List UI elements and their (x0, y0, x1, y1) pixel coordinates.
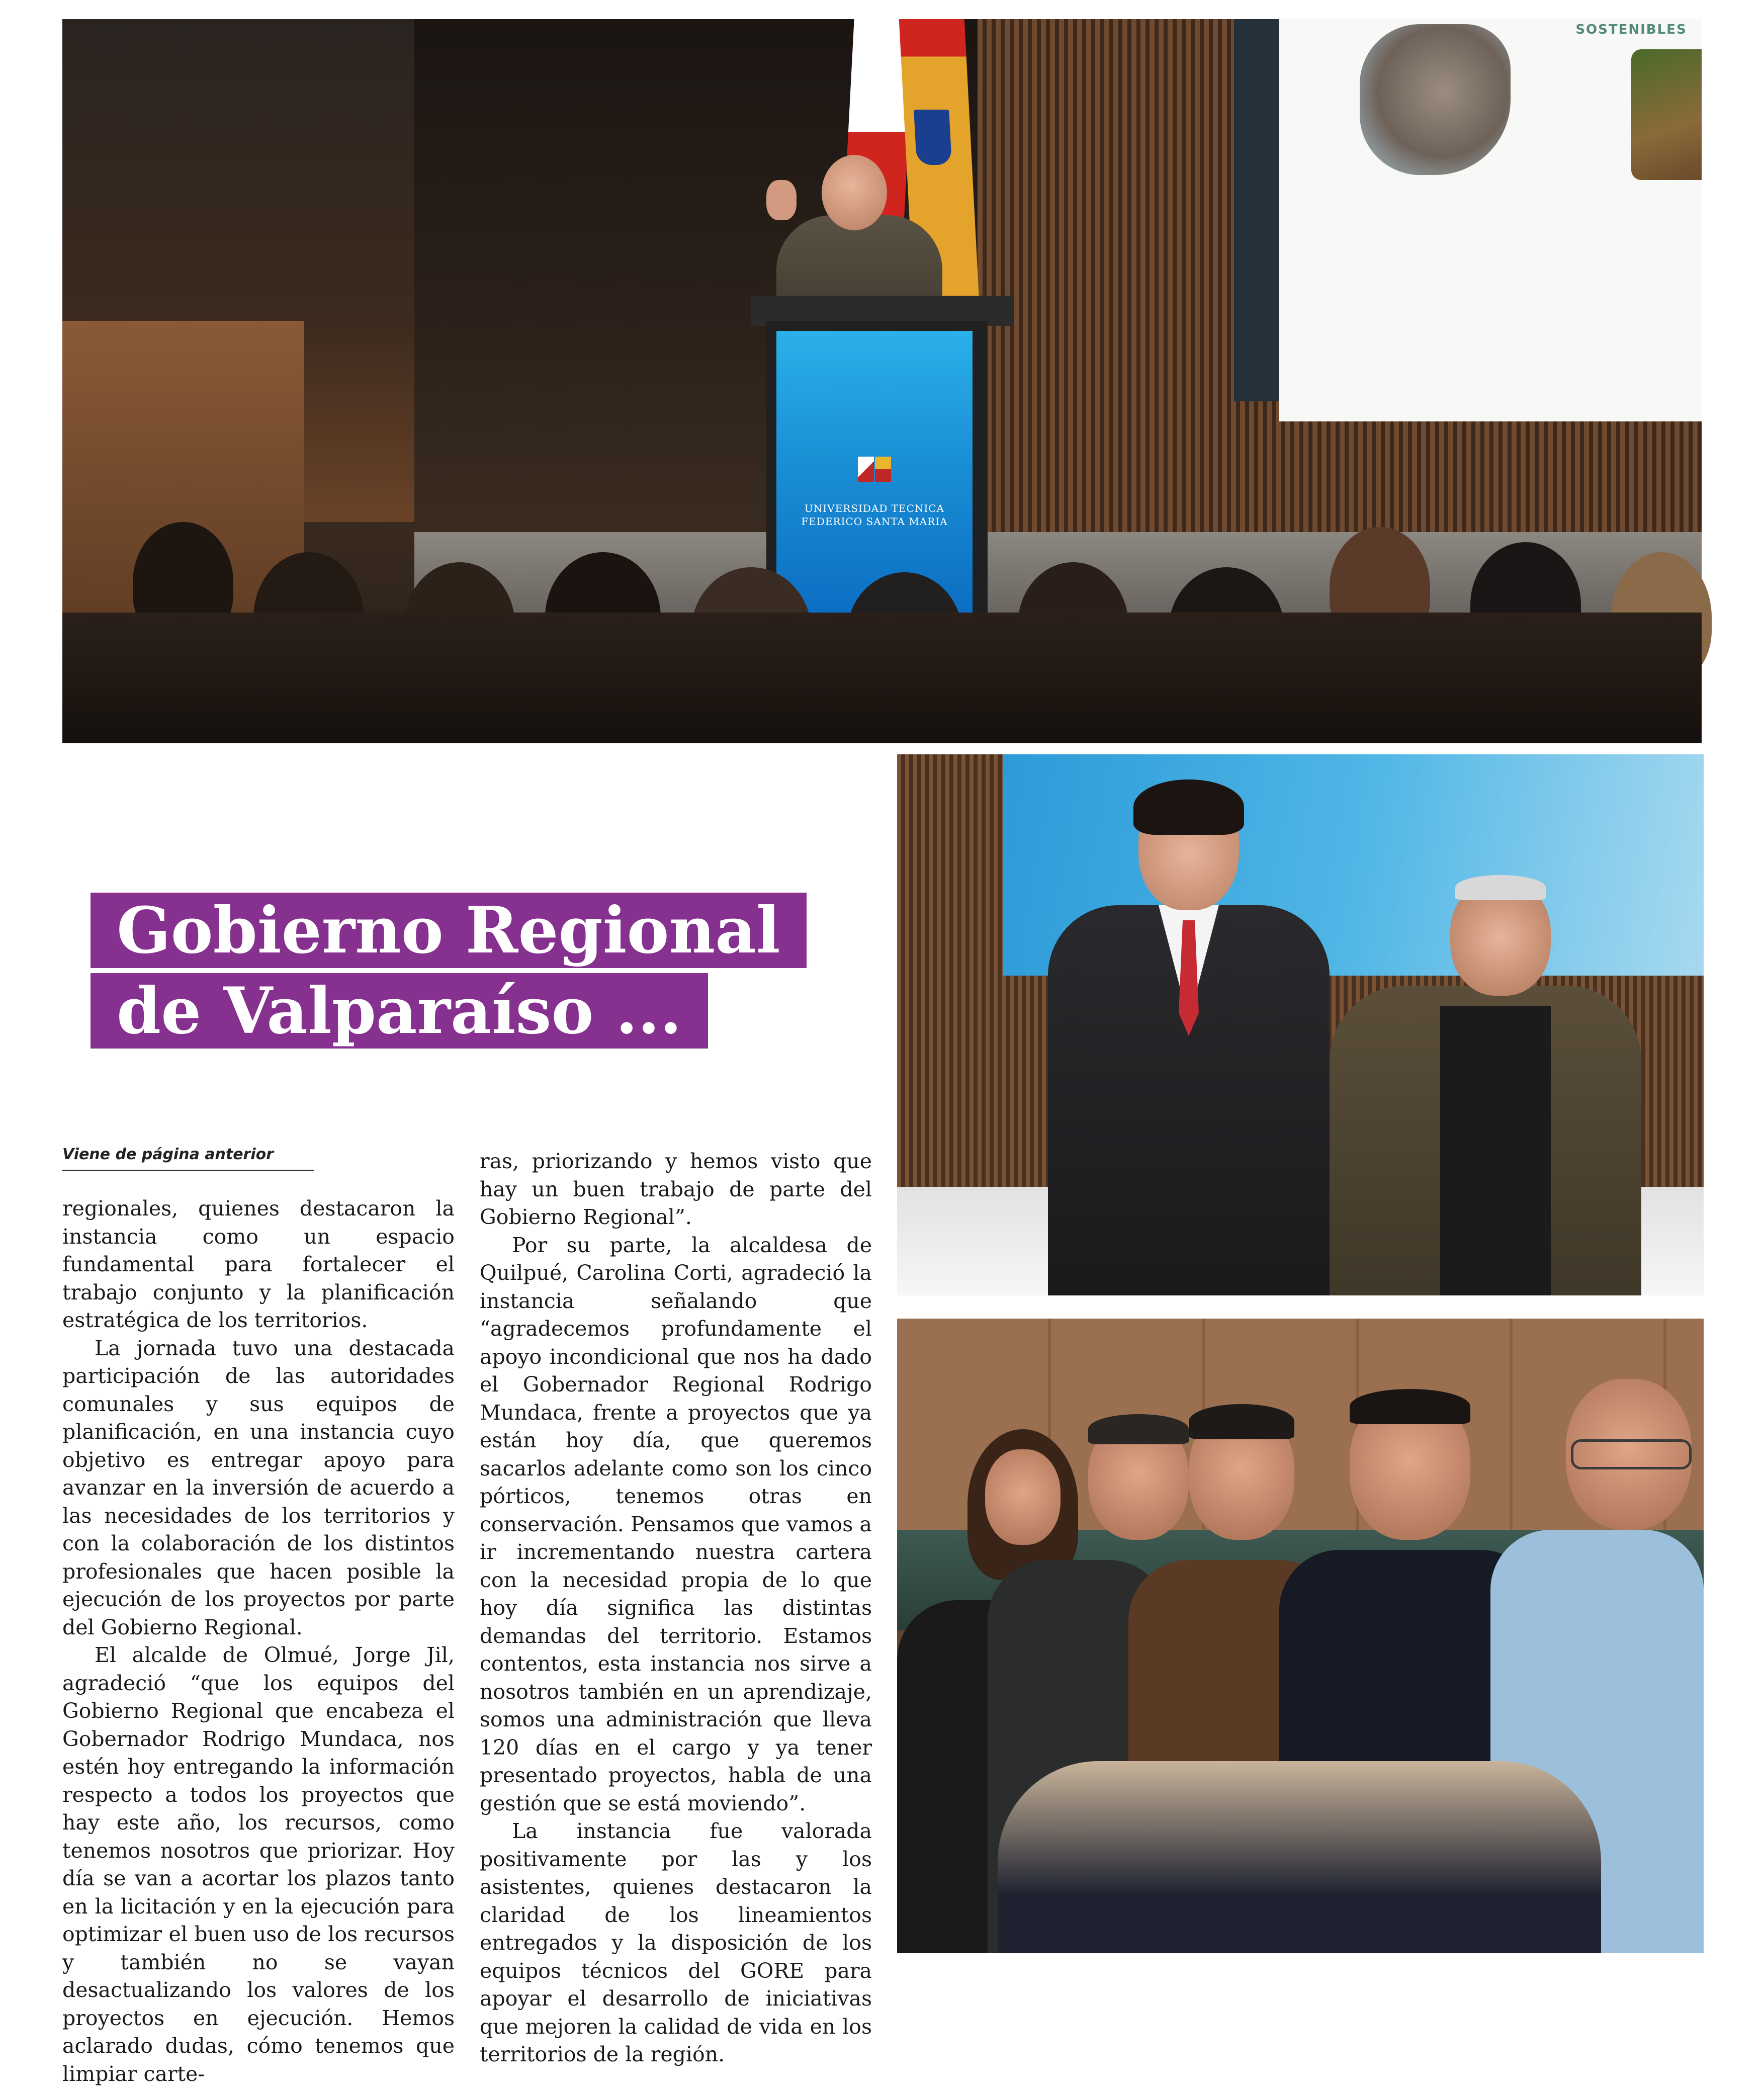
article-column-left (62, 1195, 455, 2086)
paragraph: ras, priorizando y hemos visto que hay un buen trabajo de parte del Gobierno Regional”. (480, 1149, 872, 1229)
photo-two-officials (897, 754, 1704, 1295)
legs-foreground (998, 1761, 1601, 1953)
lectern-screen (776, 331, 973, 623)
lectern-text-line-1: UNIVERSIDAD TECNICA (804, 502, 945, 514)
paragraph: La instancia fue valorada positivamente por las y los asistentes, quienes destacaron la claridad de los lineamientos entregados y la disposición de los equipos técnicos del GORE para apoyar el desarrollo de iniciativas que mejoren la calidad de vida en los territorios de la región. (480, 1819, 872, 2066)
grey-hair (1455, 875, 1546, 900)
article-column-right (480, 1148, 872, 2066)
attendee-4-hair (1350, 1389, 1470, 1424)
moai-image (1360, 24, 1511, 175)
continued-from-label: Viene de página anterior (62, 1146, 274, 1163)
university-crest-icon (857, 457, 892, 487)
basket-image (1631, 49, 1702, 180)
photo-seated-attendees (897, 1319, 1704, 1953)
black-sweater (1440, 1006, 1551, 1295)
dark-hair (1133, 779, 1244, 835)
attendee-3-hair (1189, 1404, 1294, 1439)
audience-crowd (62, 613, 1702, 743)
paragraph: La jornada tuvo una destacada participación de las autoridades comunales y sus equipos de planificación, en una instancia cuyo objetivo es entregar apoyo para avanzar en la inversión de acuerdo a las necesidades de los territorios y con la colaboración de los distintos profesionales que hacen posible la ejecución de los proyectos por parte del Gobierno Regional. (62, 1336, 455, 1639)
lectern-university-name (776, 502, 973, 528)
headline-line-1: Gobierno Regional (91, 893, 807, 968)
lectern-text-line-2: FEDERICO SANTA MARIA (801, 515, 948, 528)
attendee-2-hair (1088, 1414, 1189, 1444)
photo-speaker-at-lectern (62, 19, 1702, 729)
speaker-head (822, 155, 887, 230)
divider (62, 1170, 314, 1171)
paragraph: El alcalde de Olmué, Jorge Jil, agradeció “que los equipos del Gobierno Regional que encabeza el Gobernador Rodrigo Mundaca, nos estén hoy entregando la información respecto a todos los proyectos que hay este año, los recursos, como tenemos nosotros que priorizar. Hoy día se van a acortar los plazos tanto en la licitación y en la ejecución para optimizar el buen uso de los recursos y también no se vayan desactualizando los valores de los proyectos en ejecución. Hemos aclarado dudas, cómo tenemos que limpiar carte- (62, 1643, 455, 2086)
paragraph: Por su parte, la alcaldesa de Quilpué, Carolina Corti, agradeció la instancia señalando que “agradecemos profundamente el apoyo incondicional que nos ha dado el Gobernador Regional Rodrigo Mundaca, frente a proyectos que ya están hoy día, que queremos sacarlos adelante como son los cinco pórticos, tenemos otras en conservación. Pensamos que vamos a ir incrementando nuestra cartera con la necesidad propia de lo que hoy día significa las distintas demandas del territorio. Estamos contentos, esta instancia nos sirve a nosotros también en un aprendizaje, somos una administración que lleva 120 días en el cargo y ya tener presentado proyectos, habla de una gestión que se está moviendo”. (480, 1233, 872, 1815)
attendee-woman-face (985, 1449, 1061, 1545)
screen-label: SOSTENIBLES (1575, 22, 1687, 37)
headline-line-2: de Valparaíso ... (91, 973, 708, 1049)
attendee-5-glasses (1571, 1439, 1692, 1469)
paragraph: regionales, quienes destacaron la instancia como un espacio fundamental para fortalecer el trabajo conjunto y la planificación estratégica de los territorios. (62, 1196, 455, 1332)
speaker-hand (766, 180, 797, 220)
